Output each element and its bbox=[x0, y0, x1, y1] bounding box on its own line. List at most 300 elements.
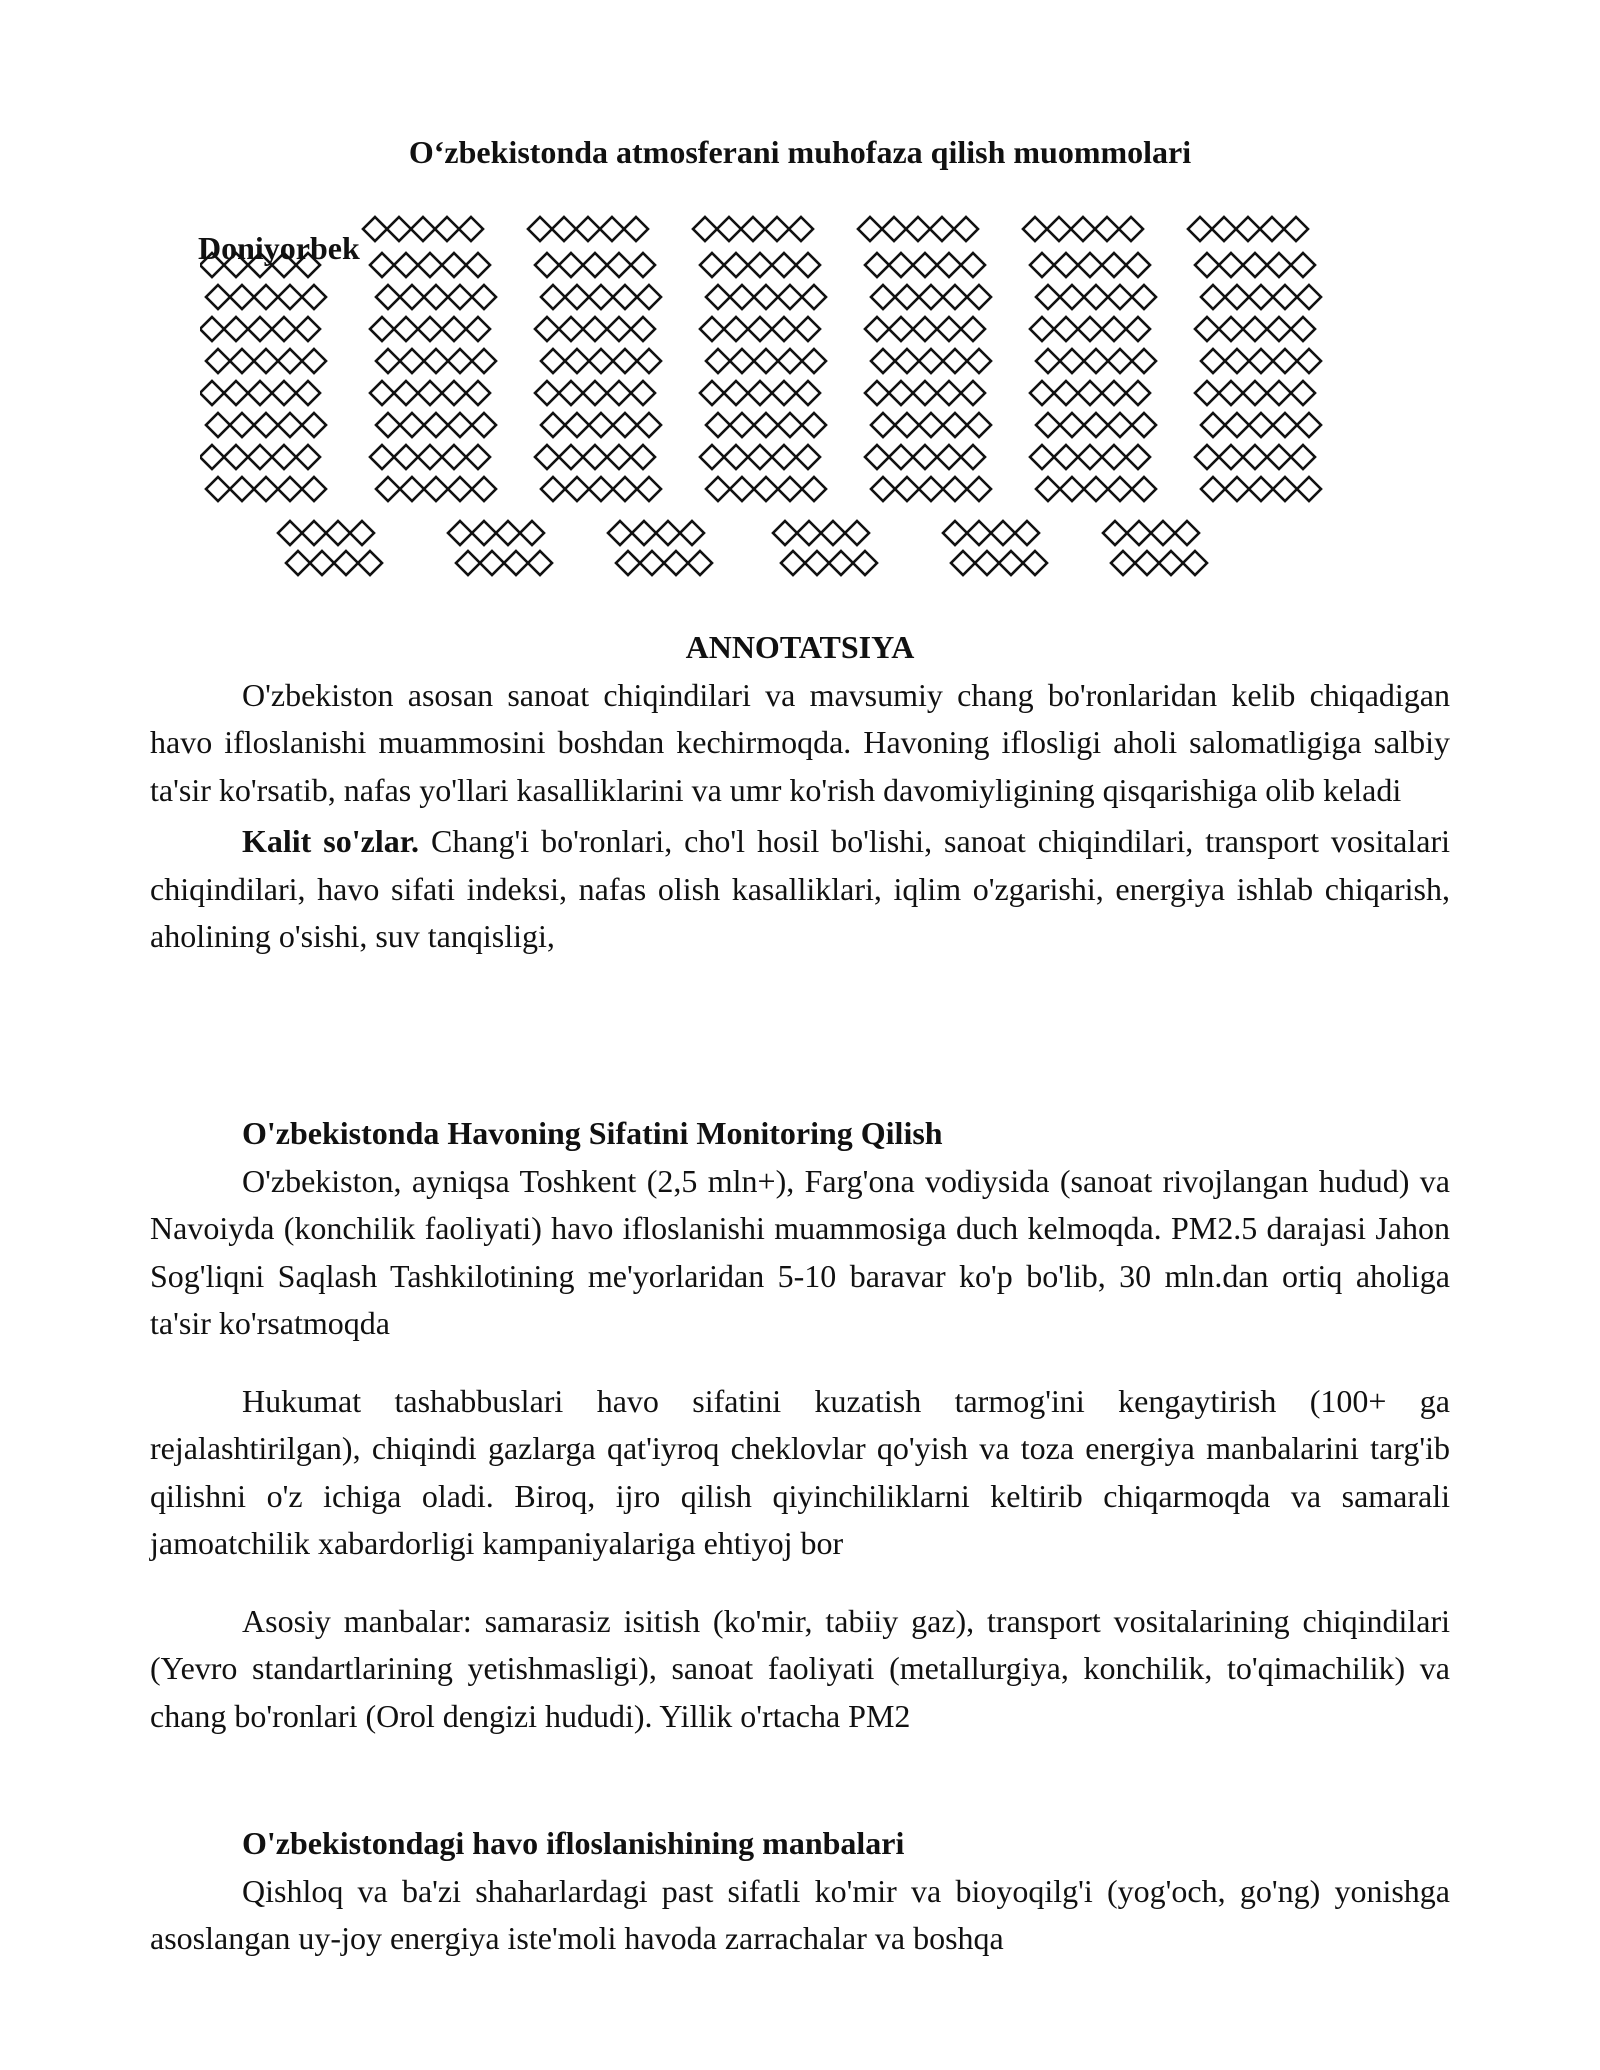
missing-glyph-diamond bbox=[700, 317, 724, 341]
missing-glyph-diamond bbox=[1201, 349, 1225, 373]
missing-glyph-diamond bbox=[442, 381, 466, 405]
missing-glyph-diamond bbox=[1095, 217, 1119, 241]
missing-glyph-diamond bbox=[272, 445, 296, 469]
missing-glyph-diamond bbox=[1102, 253, 1126, 277]
missing-glyph-diamond bbox=[772, 445, 796, 469]
missing-glyph-diamond bbox=[865, 381, 889, 405]
missing-glyph-diamond bbox=[424, 285, 448, 309]
missing-glyph-diamond bbox=[472, 349, 496, 373]
missing-glyph-diamond bbox=[472, 285, 496, 309]
missing-glyph-diamond bbox=[254, 477, 278, 501]
missing-glyph-diamond bbox=[967, 477, 991, 501]
missing-glyph-diamond bbox=[370, 381, 394, 405]
missing-glyph-diamond bbox=[504, 551, 528, 575]
missing-glyph-diamond bbox=[967, 349, 991, 373]
missing-glyph-diamond bbox=[961, 381, 985, 405]
missing-glyph-diamond bbox=[1260, 217, 1284, 241]
missing-glyph-diamond bbox=[693, 217, 717, 241]
missing-glyph-diamond bbox=[400, 413, 424, 437]
missing-glyph-diamond bbox=[829, 551, 853, 575]
missing-glyph-diamond bbox=[1036, 349, 1060, 373]
missing-glyph-diamond bbox=[919, 477, 943, 501]
missing-glyph-diamond bbox=[773, 521, 797, 545]
missing-glyph-diamond bbox=[224, 445, 248, 469]
missing-glyph-diamond bbox=[1119, 217, 1143, 241]
missing-glyph-diamond bbox=[1201, 477, 1225, 501]
missing-glyph-diamond bbox=[640, 551, 664, 575]
missing-glyph-diamond bbox=[1126, 381, 1150, 405]
missing-glyph-diamond bbox=[895, 477, 919, 501]
missing-glyph-diamond bbox=[1159, 551, 1183, 575]
missing-glyph-diamond bbox=[1047, 217, 1071, 241]
missing-glyph-diamond bbox=[1151, 521, 1175, 545]
missing-glyph-diamond bbox=[442, 317, 466, 341]
missing-glyph-diamond bbox=[448, 477, 472, 501]
missing-glyph-diamond bbox=[1030, 445, 1054, 469]
missing-glyph-diamond bbox=[802, 413, 826, 437]
missing-glyph-diamond bbox=[1030, 253, 1054, 277]
missing-glyph-diamond bbox=[394, 445, 418, 469]
missing-glyph-diamond bbox=[943, 285, 967, 309]
missing-glyph-diamond bbox=[1036, 477, 1060, 501]
missing-glyph-diamond bbox=[1102, 317, 1126, 341]
missing-glyph-diamond bbox=[1054, 381, 1078, 405]
missing-glyph-diamond bbox=[528, 551, 552, 575]
missing-glyph-diamond bbox=[895, 285, 919, 309]
missing-glyph-diamond bbox=[613, 285, 637, 309]
missing-glyph-diamond bbox=[961, 445, 985, 469]
missing-glyph-diamond bbox=[865, 445, 889, 469]
missing-glyph-diamond bbox=[607, 253, 631, 277]
missing-glyph-diamond bbox=[230, 285, 254, 309]
missing-glyph-diamond bbox=[376, 285, 400, 309]
missing-glyph-diamond bbox=[1132, 349, 1156, 373]
missing-glyph-diamond bbox=[589, 477, 613, 501]
monitoring-paragraph-2: Hukumat tashabbuslari havo sifatini kuzatish tarmog'ini kengaytirish (100+ ga rejalashtirilgan), chiqindi gazlarga qat'iyroq cheklovlar qo'yish va toza energiya manbalarini targ'ib qilishni o'z ichiga oladi. Biroq, ijro qilish qiyinchiliklarni keltirib chiqarmoqda va samarali jamoatchilik xabardorligi kampaniyalariga ehtiyoj bor bbox=[150, 1382, 1450, 1561]
missing-glyph-diamond bbox=[230, 349, 254, 373]
missing-glyph-diamond bbox=[565, 285, 589, 309]
missing-glyph-diamond bbox=[272, 317, 296, 341]
annotation-section bbox=[150, 624, 1450, 961]
missing-glyph-diamond bbox=[472, 413, 496, 437]
missing-glyph-diamond bbox=[370, 445, 394, 469]
missing-glyph-diamond bbox=[1249, 285, 1273, 309]
missing-glyph-diamond bbox=[302, 285, 326, 309]
missing-glyph-diamond bbox=[871, 413, 895, 437]
missing-glyph-diamond bbox=[254, 285, 278, 309]
missing-glyph-diamond bbox=[1225, 285, 1249, 309]
missing-glyph-diamond bbox=[754, 477, 778, 501]
missing-glyph-diamond bbox=[424, 349, 448, 373]
missing-glyph-diamond bbox=[1284, 217, 1308, 241]
monitoring-section bbox=[150, 1110, 1450, 1740]
missing-glyph-diamond bbox=[748, 445, 772, 469]
missing-glyph-diamond bbox=[937, 253, 961, 277]
missing-glyph-diamond bbox=[853, 551, 877, 575]
missing-glyph-diamond bbox=[889, 445, 913, 469]
missing-glyph-diamond bbox=[1023, 551, 1047, 575]
author-name: Doniyorbek bbox=[198, 230, 360, 266]
missing-glyph-diamond bbox=[1108, 349, 1132, 373]
missing-glyph-diamond bbox=[789, 217, 813, 241]
missing-glyph-diamond bbox=[700, 253, 724, 277]
missing-glyph-diamond bbox=[797, 521, 821, 545]
missing-glyph-diamond bbox=[913, 253, 937, 277]
missing-glyph-block bbox=[200, 205, 1420, 585]
missing-glyph-diamond bbox=[1195, 317, 1219, 341]
missing-glyph-diamond bbox=[528, 217, 552, 241]
missing-glyph-diamond bbox=[1201, 285, 1225, 309]
missing-glyph-diamond bbox=[882, 217, 906, 241]
missing-glyph-diamond bbox=[778, 285, 802, 309]
missing-glyph-diamond bbox=[724, 253, 748, 277]
missing-glyph-diamond bbox=[589, 413, 613, 437]
missing-glyph-diamond bbox=[730, 477, 754, 501]
missing-glyph-diamond bbox=[1291, 445, 1315, 469]
missing-glyph-diamond bbox=[1267, 253, 1291, 277]
missing-glyph-diamond bbox=[919, 349, 943, 373]
missing-glyph-diamond bbox=[576, 217, 600, 241]
document-title: O‘zbekistonda atmosferani muhofaza qilish muommolari bbox=[408, 134, 1192, 170]
missing-glyph-diamond bbox=[730, 349, 754, 373]
missing-glyph-diamond bbox=[700, 381, 724, 405]
missing-glyph-diamond bbox=[418, 253, 442, 277]
missing-glyph-diamond bbox=[278, 477, 302, 501]
missing-glyph-diamond bbox=[272, 381, 296, 405]
missing-glyph-diamond bbox=[1183, 551, 1207, 575]
missing-glyph-diamond bbox=[778, 413, 802, 437]
missing-glyph-diamond bbox=[1084, 285, 1108, 309]
missing-glyph-diamond bbox=[559, 253, 583, 277]
missing-glyph-diamond bbox=[363, 217, 387, 241]
missing-glyph-diamond bbox=[778, 349, 802, 373]
missing-glyph-diamond bbox=[821, 521, 845, 545]
missing-glyph-diamond bbox=[943, 349, 967, 373]
missing-glyph-diamond bbox=[206, 477, 230, 501]
missing-glyph-diamond bbox=[951, 551, 975, 575]
missing-glyph-diamond bbox=[631, 445, 655, 469]
missing-glyph-diamond bbox=[296, 317, 320, 341]
missing-glyph-diamond bbox=[754, 349, 778, 373]
missing-glyph-diamond bbox=[975, 551, 999, 575]
missing-glyph-diamond bbox=[1102, 381, 1126, 405]
missing-glyph-diamond bbox=[724, 445, 748, 469]
missing-glyph-diamond bbox=[456, 551, 480, 575]
missing-glyph-diamond bbox=[278, 285, 302, 309]
missing-glyph-diamond bbox=[296, 445, 320, 469]
missing-glyph-diamond bbox=[520, 521, 544, 545]
missing-glyph-diamond bbox=[741, 217, 765, 241]
missing-glyph-diamond bbox=[296, 381, 320, 405]
missing-glyph-diamond bbox=[448, 413, 472, 437]
missing-glyph-diamond bbox=[1225, 413, 1249, 437]
missing-glyph-diamond bbox=[1111, 551, 1135, 575]
missing-glyph-diamond bbox=[230, 413, 254, 437]
missing-glyph-diamond bbox=[535, 381, 559, 405]
missing-glyph-diamond bbox=[919, 413, 943, 437]
missing-glyph-diamond bbox=[435, 217, 459, 241]
missing-glyph-diamond bbox=[559, 445, 583, 469]
missing-glyph-diamond bbox=[937, 317, 961, 341]
annotation-text: O'zbekiston asosan sanoat chiqindilari va mavsumiy chang bo'ronlaridan kelib chiqadigan havo ifloslanishi muammosini boshdan kechirmoqda. Havoning iflosligi aholi salomatligiga salbiy ta'sir ko'rsatib, nafas yo'llari kasalliklarini va umr ko'rish davomiyligining qisqarishiga olib keladi bbox=[150, 676, 1450, 808]
missing-glyph-diamond bbox=[442, 445, 466, 469]
missing-glyph-diamond bbox=[1243, 253, 1267, 277]
missing-glyph-diamond bbox=[535, 317, 559, 341]
missing-glyph-diamond bbox=[1127, 521, 1151, 545]
missing-glyph-diamond bbox=[565, 349, 589, 373]
missing-glyph-diamond bbox=[607, 381, 631, 405]
missing-glyph-diamond bbox=[1243, 381, 1267, 405]
missing-glyph-diamond bbox=[913, 445, 937, 469]
missing-glyph-diamond bbox=[541, 349, 565, 373]
missing-glyph-diamond bbox=[724, 317, 748, 341]
missing-glyph-diamond bbox=[472, 477, 496, 501]
missing-glyph-diamond bbox=[1108, 285, 1132, 309]
missing-glyph-diamond bbox=[1103, 521, 1127, 545]
missing-glyph-diamond bbox=[754, 285, 778, 309]
missing-glyph-diamond bbox=[913, 317, 937, 341]
missing-glyph-diamond bbox=[772, 317, 796, 341]
missing-glyph-diamond bbox=[1219, 445, 1243, 469]
missing-glyph-diamond bbox=[871, 285, 895, 309]
missing-glyph-diamond bbox=[1175, 521, 1199, 545]
missing-glyph-diamond bbox=[637, 349, 661, 373]
missing-glyph-diamond bbox=[400, 349, 424, 373]
missing-glyph-diamond bbox=[466, 381, 490, 405]
missing-glyph-diamond bbox=[448, 285, 472, 309]
missing-glyph-diamond bbox=[200, 445, 224, 469]
missing-glyph-diamond bbox=[613, 413, 637, 437]
missing-glyph-diamond bbox=[754, 413, 778, 437]
missing-glyph-diamond bbox=[1126, 445, 1150, 469]
missing-glyph-diamond bbox=[999, 551, 1023, 575]
missing-glyph-diamond bbox=[559, 381, 583, 405]
keywords-text: Chang'i bo'ronlari, cho'l hosil bo'lishi, sanoat chiqindilari, transport vositalari chiqindilari, havo sifati indeksi, nafas olish kasalliklari, iqlim o'zgarishi, energiya ishlab chiqarish, aholining o'sishi, suv tanqisligi, bbox=[150, 823, 1451, 954]
missing-glyph-diamond bbox=[206, 349, 230, 373]
missing-glyph-diamond bbox=[424, 413, 448, 437]
missing-glyph-diamond bbox=[448, 349, 472, 373]
missing-glyph-diamond bbox=[1291, 253, 1315, 277]
missing-glyph-diamond bbox=[858, 217, 882, 241]
missing-glyph-diamond bbox=[394, 253, 418, 277]
missing-glyph-diamond bbox=[637, 413, 661, 437]
missing-glyph-diamond bbox=[480, 551, 504, 575]
missing-glyph-diamond bbox=[541, 413, 565, 437]
missing-glyph-diamond bbox=[637, 285, 661, 309]
missing-glyph-diamond bbox=[889, 253, 913, 277]
missing-glyph-diamond bbox=[802, 285, 826, 309]
monitoring-paragraph-3: Asosiy manbalar: samarasiz isitish (ko'mir, tabiiy gaz), transport vositalarining chiqindilari (Yevro standartlarining yetishmasligi), sanoat faoliyati (metallurgiya, konchilik, to'qimachilik) va chang bo'ronlari (Orol dengizi hududi). Yillik o'rtacha PM2 bbox=[150, 1602, 1450, 1734]
missing-glyph-diamond bbox=[1102, 445, 1126, 469]
missing-glyph-diamond bbox=[1273, 477, 1297, 501]
missing-glyph-diamond bbox=[466, 317, 490, 341]
missing-glyph-diamond bbox=[802, 477, 826, 501]
missing-glyph-diamond bbox=[418, 381, 442, 405]
missing-glyph-diamond bbox=[1236, 217, 1260, 241]
missing-glyph-diamond bbox=[1249, 413, 1273, 437]
missing-glyph-diamond bbox=[607, 317, 631, 341]
missing-glyph-diamond bbox=[248, 445, 272, 469]
missing-glyph-diamond bbox=[1297, 477, 1321, 501]
missing-glyph-diamond bbox=[930, 217, 954, 241]
missing-glyph-diamond bbox=[1297, 285, 1321, 309]
missing-glyph-diamond bbox=[254, 349, 278, 373]
missing-glyph-diamond bbox=[772, 253, 796, 277]
missing-glyph-diamond bbox=[706, 349, 730, 373]
monitoring-paragraph-1: O'zbekiston, ayniqsa Toshkent (2,5 mln+), Farg'ona vodiysida (sanoat rivojlangan hudud) va Navoiyda (konchilik faoliyati) havo ifloslanishi muammosiga duch kelmoqda. PM2.5 darajasi Jahon Sog'liqni Saqlash Tashkilotining me'yorlaridan 5-10 baravar ko'p bo'lib, 30 mln.dan ortiq aholiga ta'sir ko'rsatmoqda bbox=[150, 1162, 1450, 1341]
missing-glyph-diamond bbox=[730, 413, 754, 437]
missing-glyph-diamond bbox=[632, 521, 656, 545]
missing-glyph-diamond bbox=[376, 349, 400, 373]
missing-glyph-diamond bbox=[1212, 217, 1236, 241]
missing-glyph-diamond bbox=[583, 445, 607, 469]
missing-glyph-diamond bbox=[400, 477, 424, 501]
missing-glyph-diamond bbox=[796, 253, 820, 277]
missing-glyph-diamond bbox=[411, 217, 435, 241]
missing-glyph-diamond bbox=[350, 521, 374, 545]
missing-glyph-diamond bbox=[1219, 317, 1243, 341]
missing-glyph-diamond bbox=[1054, 445, 1078, 469]
missing-glyph-diamond bbox=[1060, 285, 1084, 309]
missing-glyph-diamond bbox=[400, 285, 424, 309]
missing-glyph-diamond bbox=[895, 413, 919, 437]
missing-glyph-diamond bbox=[1243, 445, 1267, 469]
missing-glyph-diamond bbox=[1036, 413, 1060, 437]
missing-glyph-diamond bbox=[961, 317, 985, 341]
missing-glyph-diamond bbox=[706, 413, 730, 437]
missing-glyph-diamond bbox=[805, 551, 829, 575]
missing-glyph-diamond bbox=[535, 253, 559, 277]
missing-glyph-diamond bbox=[624, 217, 648, 241]
missing-glyph-diamond bbox=[248, 317, 272, 341]
missing-glyph-diamond bbox=[1201, 413, 1225, 437]
missing-glyph-diamond bbox=[613, 477, 637, 501]
missing-glyph-diamond bbox=[466, 253, 490, 277]
missing-glyph-diamond bbox=[1243, 317, 1267, 341]
missing-glyph-diamond bbox=[394, 381, 418, 405]
missing-glyph-diamond bbox=[1132, 477, 1156, 501]
missing-glyph-diamond bbox=[1108, 413, 1132, 437]
missing-glyph-diamond bbox=[772, 381, 796, 405]
missing-glyph-diamond bbox=[991, 521, 1015, 545]
missing-glyph-diamond bbox=[889, 381, 913, 405]
missing-glyph-diamond bbox=[600, 217, 624, 241]
missing-glyph-diamond bbox=[583, 317, 607, 341]
missing-glyph-diamond bbox=[1108, 477, 1132, 501]
missing-glyph-diamond bbox=[1188, 217, 1212, 241]
missing-glyph-diamond bbox=[1297, 349, 1321, 373]
missing-glyph-diamond bbox=[248, 381, 272, 405]
missing-glyph-diamond bbox=[541, 285, 565, 309]
sources-heading: O'zbekistondagi havo ifloslanishining manbalari bbox=[242, 1825, 905, 1861]
missing-glyph-diamond bbox=[1054, 317, 1078, 341]
missing-glyph-diamond bbox=[631, 317, 655, 341]
missing-glyph-diamond bbox=[376, 477, 400, 501]
missing-glyph-diamond bbox=[845, 521, 869, 545]
missing-glyph-diamond bbox=[1225, 349, 1249, 373]
missing-glyph-diamond bbox=[224, 317, 248, 341]
missing-glyph-diamond bbox=[394, 317, 418, 341]
missing-glyph-diamond bbox=[459, 217, 483, 241]
missing-glyph-diamond bbox=[1030, 381, 1054, 405]
missing-glyph-diamond bbox=[717, 217, 741, 241]
missing-glyph-diamond bbox=[613, 349, 637, 373]
missing-glyph-diamond bbox=[724, 381, 748, 405]
missing-glyph-diamond bbox=[278, 521, 302, 545]
missing-glyph-diamond bbox=[1084, 349, 1108, 373]
missing-glyph-diamond bbox=[1078, 381, 1102, 405]
missing-glyph-diamond bbox=[961, 253, 985, 277]
missing-glyph-diamond bbox=[796, 381, 820, 405]
missing-glyph-diamond bbox=[1267, 381, 1291, 405]
missing-glyph-diamond bbox=[278, 349, 302, 373]
keywords-paragraph bbox=[150, 818, 1450, 961]
missing-glyph-diamond bbox=[1249, 477, 1273, 501]
missing-glyph-diamond bbox=[1126, 317, 1150, 341]
missing-glyph-diamond bbox=[1054, 253, 1078, 277]
missing-glyph-diamond bbox=[1219, 253, 1243, 277]
missing-glyph-diamond bbox=[802, 349, 826, 373]
missing-glyph-diamond bbox=[631, 253, 655, 277]
missing-glyph-diamond bbox=[1195, 445, 1219, 469]
annotation-heading: ANNOTATSIYA bbox=[685, 629, 915, 665]
missing-glyph-diamond bbox=[1132, 285, 1156, 309]
missing-glyph-diamond bbox=[387, 217, 411, 241]
missing-glyph-diamond bbox=[871, 349, 895, 373]
keywords-label: Kalit so'zlar. bbox=[242, 823, 419, 859]
missing-glyph-diamond bbox=[535, 445, 559, 469]
missing-glyph-diamond bbox=[206, 413, 230, 437]
missing-glyph-diamond bbox=[748, 381, 772, 405]
missing-glyph-diamond bbox=[1084, 413, 1108, 437]
missing-glyph-diamond bbox=[448, 521, 472, 545]
missing-glyph-diamond bbox=[302, 349, 326, 373]
missing-glyph-diamond bbox=[200, 381, 224, 405]
missing-glyph-diamond bbox=[889, 317, 913, 341]
missing-glyph-diamond bbox=[472, 521, 496, 545]
missing-glyph-diamond bbox=[937, 445, 961, 469]
missing-glyph-diamond bbox=[1267, 445, 1291, 469]
missing-glyph-diamond bbox=[1219, 381, 1243, 405]
missing-glyph-diamond bbox=[286, 551, 310, 575]
missing-glyph-diamond bbox=[778, 477, 802, 501]
missing-glyph-diamond bbox=[656, 521, 680, 545]
missing-glyph-diamond bbox=[967, 285, 991, 309]
missing-glyph-diamond bbox=[865, 317, 889, 341]
missing-glyph-diamond bbox=[418, 317, 442, 341]
missing-glyph-diamond bbox=[1084, 477, 1108, 501]
missing-glyph-diamond bbox=[607, 445, 631, 469]
missing-glyph-diamond bbox=[278, 413, 302, 437]
missing-glyph-diamond bbox=[913, 381, 937, 405]
missing-glyph-diamond bbox=[358, 551, 382, 575]
missing-glyph-diamond bbox=[310, 551, 334, 575]
missing-glyph-diamond bbox=[302, 521, 326, 545]
missing-glyph-diamond bbox=[631, 381, 655, 405]
missing-glyph-diamond bbox=[302, 477, 326, 501]
missing-glyph-diamond bbox=[224, 381, 248, 405]
sources-section bbox=[150, 1820, 1450, 1963]
missing-glyph-diamond bbox=[796, 317, 820, 341]
missing-glyph-diamond bbox=[200, 317, 224, 341]
missing-glyph-diamond bbox=[1291, 317, 1315, 341]
missing-glyph-diamond bbox=[552, 217, 576, 241]
missing-glyph-diamond bbox=[748, 317, 772, 341]
missing-glyph-diamond bbox=[730, 285, 754, 309]
missing-glyph-diamond bbox=[1071, 217, 1095, 241]
missing-glyph-diamond bbox=[1273, 349, 1297, 373]
missing-glyph-diamond bbox=[326, 521, 350, 545]
